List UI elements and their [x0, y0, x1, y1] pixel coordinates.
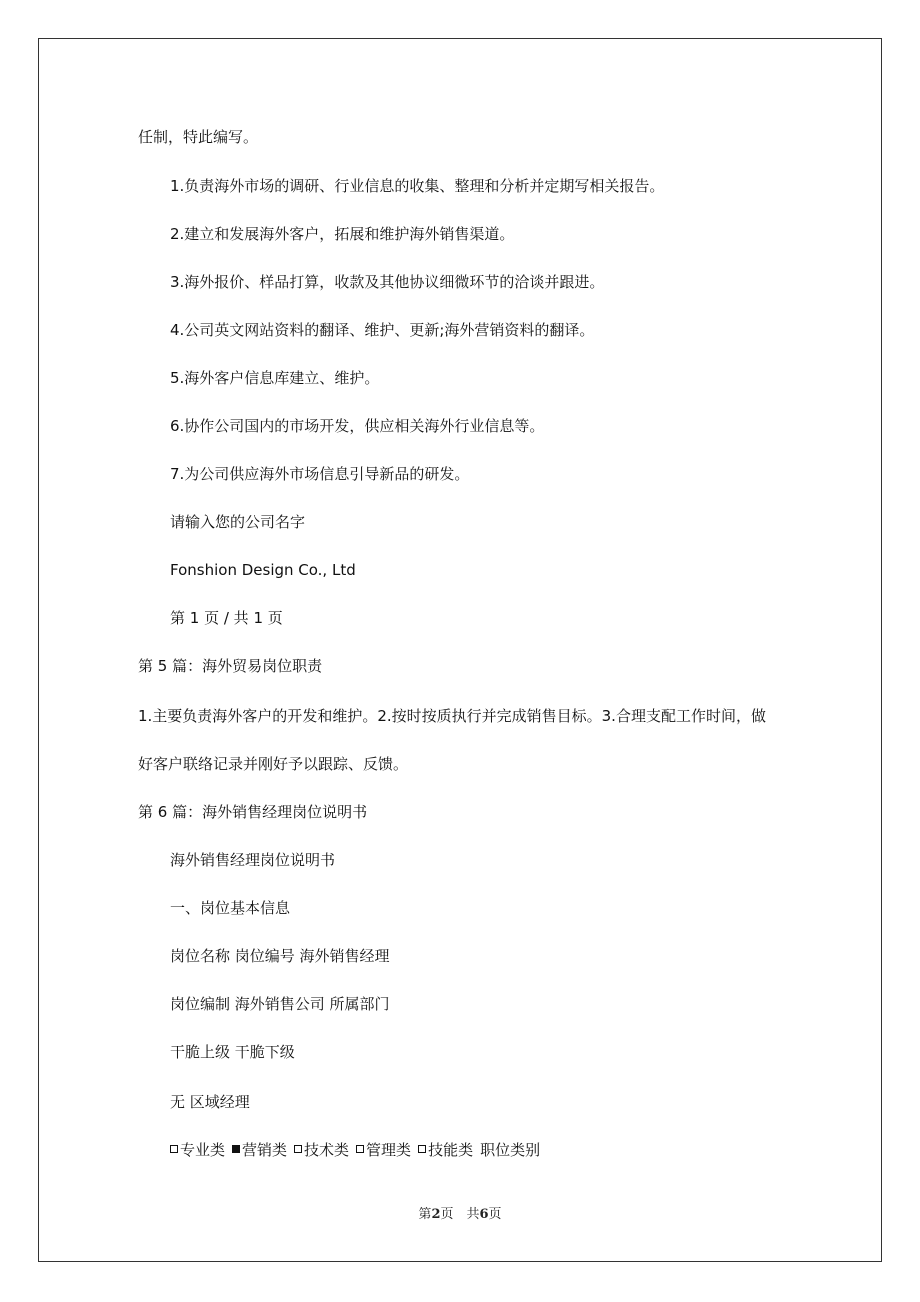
- category-option-marketing: 营销类: [232, 1141, 287, 1159]
- checkbox-empty-icon: [294, 1145, 302, 1153]
- page-footer: 第2页 共6页: [418, 1207, 502, 1222]
- section-5-body-line-2: 好客户联络记录并刚好予以跟踪、反馈。: [138, 755, 409, 773]
- section-5-body-line-1: 1.主要负责海外客户的开发和维护。2.按时按质执行并完成销售目标。3.合理支配工作时间，做: [138, 707, 766, 725]
- category-option-technical: 技术类: [294, 1141, 349, 1159]
- checkbox-empty-icon: [356, 1145, 364, 1153]
- checkbox-empty-icon: [418, 1145, 426, 1153]
- category-option-professional: 专业类: [170, 1141, 225, 1159]
- info-row-department: 岗位编制 海外销售公司 所属部门: [170, 995, 390, 1013]
- info-row-supervisor-values: 无 区域经理: [170, 1093, 250, 1111]
- company-name-placeholder: 请输入您的公司名字: [170, 513, 306, 531]
- duty-item-5: 5.海外客户信息库建立、维护。: [170, 369, 380, 387]
- category-option-management: 管理类: [356, 1141, 411, 1159]
- current-page-number: 2: [431, 1207, 441, 1222]
- duty-item-6: 6.协作公司国内的市场开发，供应相关海外行业信息等。: [170, 417, 545, 435]
- section-heading-5: 第 5 篇：海外贸易岗位职责: [138, 657, 323, 675]
- page-border: [38, 38, 882, 1262]
- checkbox-filled-icon: [232, 1145, 240, 1153]
- duty-item-2: 2.建立和发展海外客户，拓展和维护海外销售渠道。: [170, 225, 515, 243]
- inner-page-counter: 第 1 页 / 共 1 页: [170, 609, 283, 627]
- duty-item-4: 4.公司英文网站资料的翻译、维护、更新;海外营销资料的翻译。: [170, 321, 595, 339]
- section-heading-6: 第 6 篇：海外销售经理岗位说明书: [138, 803, 368, 821]
- job-category-label: 职位类别: [480, 1141, 541, 1159]
- info-row-position: 岗位名称 岗位编号 海外销售经理: [170, 947, 390, 965]
- duty-item-7: 7.为公司供应海外市场信息引导新品的研发。: [170, 465, 470, 483]
- category-option-skilled: 技能类: [418, 1141, 473, 1159]
- duty-item-1: 1.负责海外市场的调研、行业信息的收集、整理和分析并定期写相关报告。: [170, 177, 665, 195]
- subsection-heading: 一、岗位基本信息: [170, 899, 291, 917]
- company-name-english: Fonshion Design Co., Ltd: [170, 561, 356, 579]
- document-title: 海外销售经理岗位说明书: [170, 851, 336, 869]
- checkbox-empty-icon: [170, 1145, 178, 1153]
- text-line-intro: 任制，特此编写。: [138, 128, 259, 146]
- duty-item-3: 3.海外报价、样品打算，收款及其他协议细微环节的洽谈并跟进。: [170, 273, 605, 291]
- info-row-supervisor: 干脆上级 干脆下级: [170, 1043, 295, 1061]
- total-page-number: 6: [479, 1207, 489, 1222]
- job-category-row: [170, 1140, 540, 1160]
